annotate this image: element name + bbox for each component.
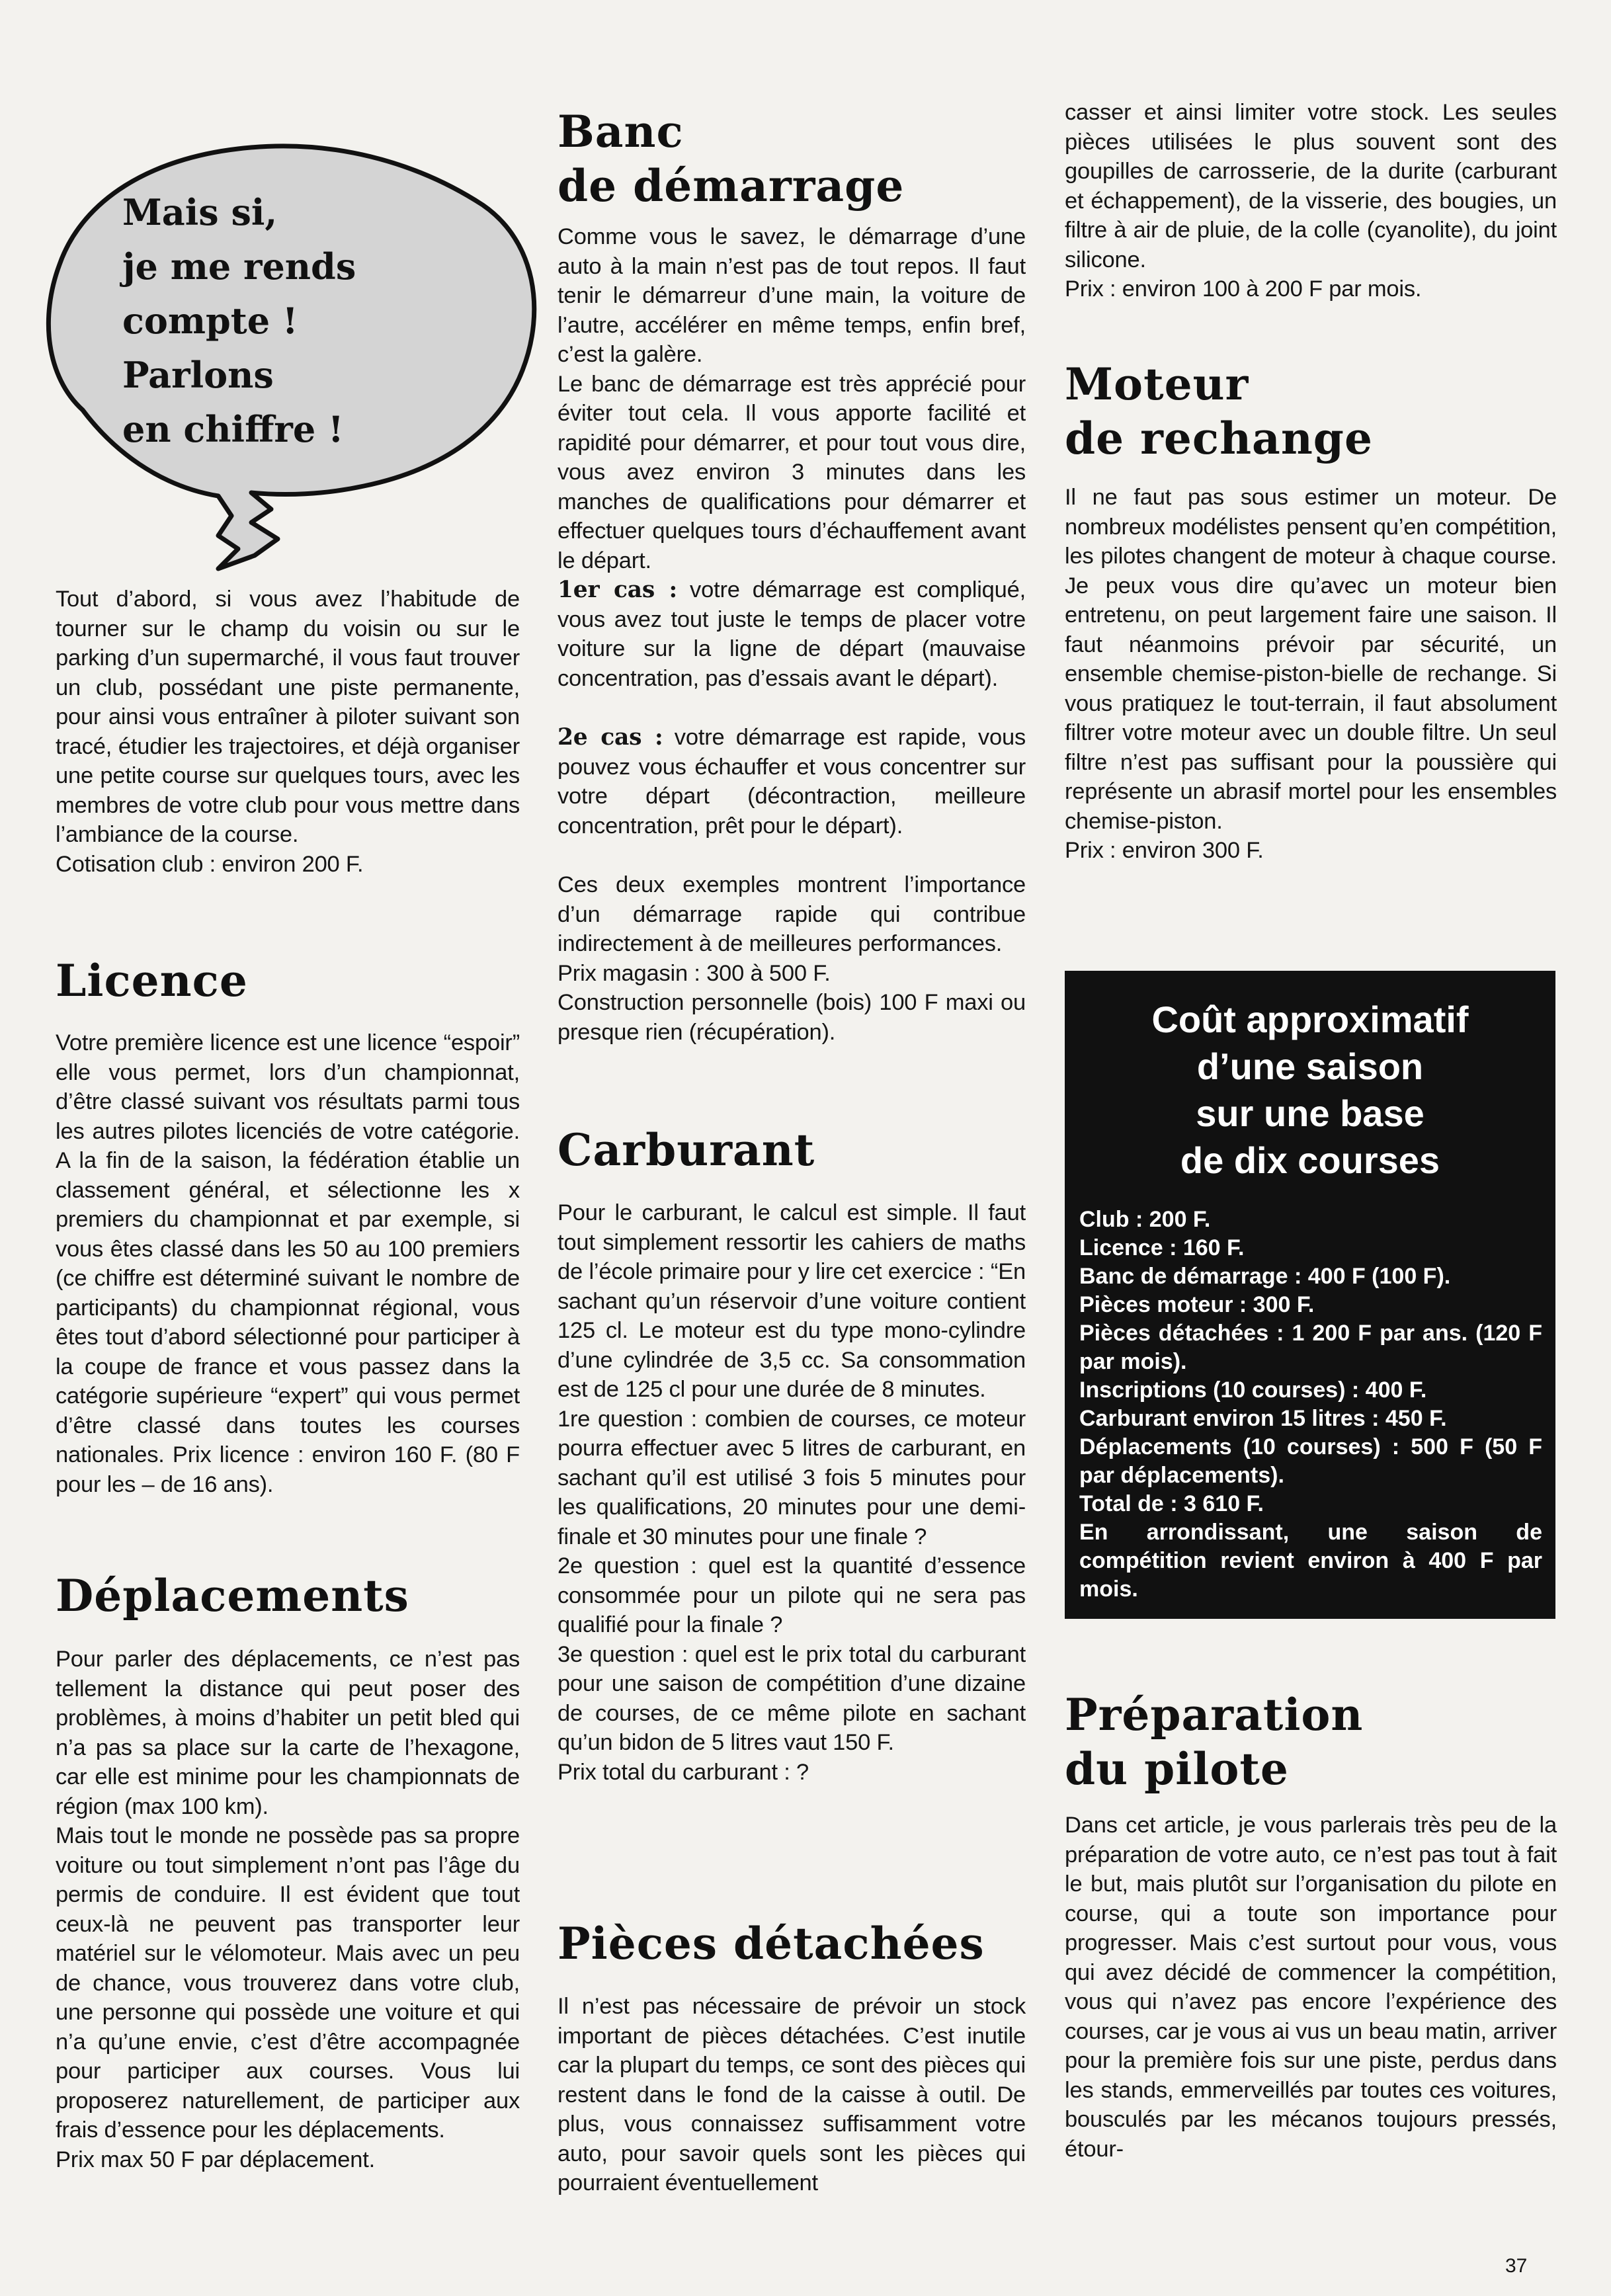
cas-1-text: votre démarrage est compliqué, vous avez tout juste le temps de placer votre voiture sur la ligne de départ (mauvaise concentration, pas d’essais avant le départ).: [558, 577, 1026, 691]
moteur-heading: Moteur de rechange: [1065, 358, 1373, 464]
pieces-heading: Pièces détachées: [558, 1918, 985, 1969]
licence-text: Votre première licence est une licence “espoir” elle vous permet, lors d’un championnat, d’être classé suivant vos résultats parmi tous les autres pilotes licenciés de votre catégorie. A la fin de la saison, la fédération établie un classement général, et sélectionne les x premiers du championnat et par exemple, si vous êtes classé dans les 50 au 100 premiers (ce chiffre est déterminé suivant le nombre de participants) du championnat régional, vous êtes tout d’abord sélectionné pour participer à la coupe de france et vous passez dans la catégorie supérieure “expert” qui vous permet d’être classé dans toutes les courses nationales. Prix licence : environ 160 F. (80 F pour les – de 16 ans).: [56, 1030, 520, 1497]
cas-2-text: votre démarrage est rapide, vous pouvez vous échauffer et vous concentrer sur votre départ (décontraction, meilleure concentration, prêt pour le départ).: [558, 725, 1026, 839]
deplacements-text: Pour parler des déplacements, ce n’est pas tellement la distance qui peut poser des problèmes, à moins d’habiter un petit bled qui n’a pas sa place sur la carte de l’hexagone, car elle est minime pour les championnats de région (max 100 km). Mais tout le monde ne possède pas sa propre voiture ou tout simplement n’ont pas l’âge du permis de conduire. Il est évident que tout ceux-là ne peuvent pas transporter leur matériel sur le vélomoteur. Mais avec un peu de chance, vous trouverez dans votre club, une personne qui possède une voiture et qui n’a qu’une envie, c’est d’être accompagnée pour participer aux courses. Vous lui proposerez naturellement, de participer aux frais d’essence pour les déplacements. Prix max 50 F par déplacement.: [56, 1647, 520, 2172]
banc-text-2: Ces deux exemples montrent l’importance d’un démarrage rapide qui contribue indirectement à de meilleures performances. Prix magasin : 300 à 500 F. Construction personnelle (bois) 100 F maxi ou presque rien (récupération).: [558, 872, 1026, 1045]
cost-summary-box: [1065, 971, 1555, 1619]
page-number: 37: [1505, 2255, 1528, 2277]
pieces-continued-text: casser et ainsi limiter votre stock. Les seules pièces utilisées le plus souvent sont des goupilles de carrosserie, de la durite (carburant et échappement), de la visserie, des bougies, un filtre à air de pluie, de la colle (cyanolite), du joint silicone. Prix : environ 100 à 200 F par mois.: [1065, 100, 1557, 302]
intro-text: Tout d’abord, si vous avez l’habitude de tourner sur le champ du voisin ou sur le parking d’un supermarché, il vous faut trouver un club, possédant une piste permanente, pour ainsi vous entraîner à piloter suivant son tracé, étudier les trajectoires, et déjà organiser une petite course sur quelques tours, avec les membres de votre club pour vous mettre dans l’ambiance de la course. Cotisation club : environ 200 F.: [56, 587, 520, 877]
deplacements-heading: Déplacements: [56, 1570, 409, 1621]
banc-text-1: Comme vous le savez, le démarrage d’une auto à la main n’est pas de tout repos. Il faut tenir le démarreur d’une main, la voiture de l’autre, accélérer en même temps, enfin bref, c’est la galère. Le banc de démarrage est très apprécié pour éviter tout cela. Il vous apporte facilité et rapidité pour démarrer, et pour tout vous dire, vous avez environ 3 minutes dans les manches de qualifications pour démarrer et effectuer quelques tours d’échauffement avant le départ.: [558, 224, 1026, 573]
cas-1-label: 1er cas :: [558, 577, 678, 603]
cas-2-paragraph: [558, 723, 1026, 840]
cas-1-paragraph: [558, 575, 1026, 693]
cost-box-title: Coût approximatif d’une saison sur une base de dix courses: [1151, 999, 1469, 1181]
preparation-heading: Préparation du pilote: [1065, 1689, 1364, 1795]
preparation-text: Dans cet article, je vous parlerais très peu de la préparation de votre auto, ce n’est pas tout à fait le but, mais plutôt sur l’organisation du pilote en course, qui a toute son importance pour progresser. Mais c’est surtout pour vous, vous qui avez décidé de commencer la compétition, vous qui n’avez pas encore l’expérience des courses, car je vous ai vus un beau matin, arriver pour la première fois sur une piste, perdus dans les stands, emmerveillés par toutes ces voitures, bousculés par les mécanos toujours pressés, étour-: [1065, 1813, 1557, 2162]
pieces-text: Il n’est pas nécessaire de prévoir un stock important de pièces détachées. C’est inutile car la plupart du temps, ce sont des pièces qui restent dans le fond de la caisse à outil. De plus, vous connaissez suffisamment votre auto, pour savoir quels sont les pièces qui pourraient éventuellement: [558, 1994, 1026, 2195]
bubble-headline: Mais si, je me rends compte ! Parlons en chiffre !: [122, 191, 356, 450]
licence-heading: Licence: [56, 955, 248, 1006]
cas-2-label: 2e cas :: [558, 724, 663, 751]
cost-box-list: Club : 200 F. Licence : 160 F. Banc de démarrage : 400 F (100 F). Pièces moteur : 300 F. Pièces détachées : 1 200 F par ans. (120 F par mois). Inscriptions (10 courses) : 400 F. Carburant environ 15 litres : 450 F. Déplacements (10 courses) : 500 F (50 F par déplacements). Total de : 3 610 F. En arrondissant, une saison de compétition revient environ à 400 F par mois.: [1079, 1207, 1542, 1602]
moteur-text: Il ne faut pas sous estimer un moteur. De nombreux modélistes pensent qu’en compétition, les pilotes changent de moteur à chaque course. Je peux vous dire qu’avec un moteur bien entretenu, on peut largement faire une saison. Il faut néanmoins prévoir par sécurité, un ensemble chemise-piston-bielle de rechange. Si vous pratiquez le tout-terrain, il faut absolument filtrer votre moteur avec un double filtre. Un seul filtre n’est pas suffisant pour la poussière qui représente un abrasif mortel pour les ensembles chemise-piston. Prix : environ 300 F.: [1065, 485, 1557, 863]
carburant-heading: Carburant: [558, 1124, 815, 1176]
banc-heading: Banc de démarrage: [558, 106, 905, 212]
carburant-text: Pour le carburant, le calcul est simple. Il faut tout simplement ressortir les cahiers de maths de l’école primaire pour y lire cet exercice : “En sachant qu’un réservoir d’une voiture contient 125 cl. Le moteur est du type mono-cylindre d’une cylindrée de 3,5 cc. Sa consommation est de 125 cl pour une durée de 8 minutes. 1re question : combien de courses, ce moteur pourra effectuer avec 5 litres de carburant, en sachant qu’il est utilisé 3 fois 5 minutes pour les qualifications, 20 minutes pour une demi-finale et 30 minutes pour une finale ? 2e question : quel est la quantité d’essence consommée pour un pilote qui ne sera pas qualifié pour la finale ? 3e question : quel est le prix total du carburant pour une saison de compétition d’une dizaine de courses, de ce même pilote en sachant qu’un bidon de 5 litres vaut 150 F. Prix total du carburant : ?: [558, 1200, 1026, 1785]
